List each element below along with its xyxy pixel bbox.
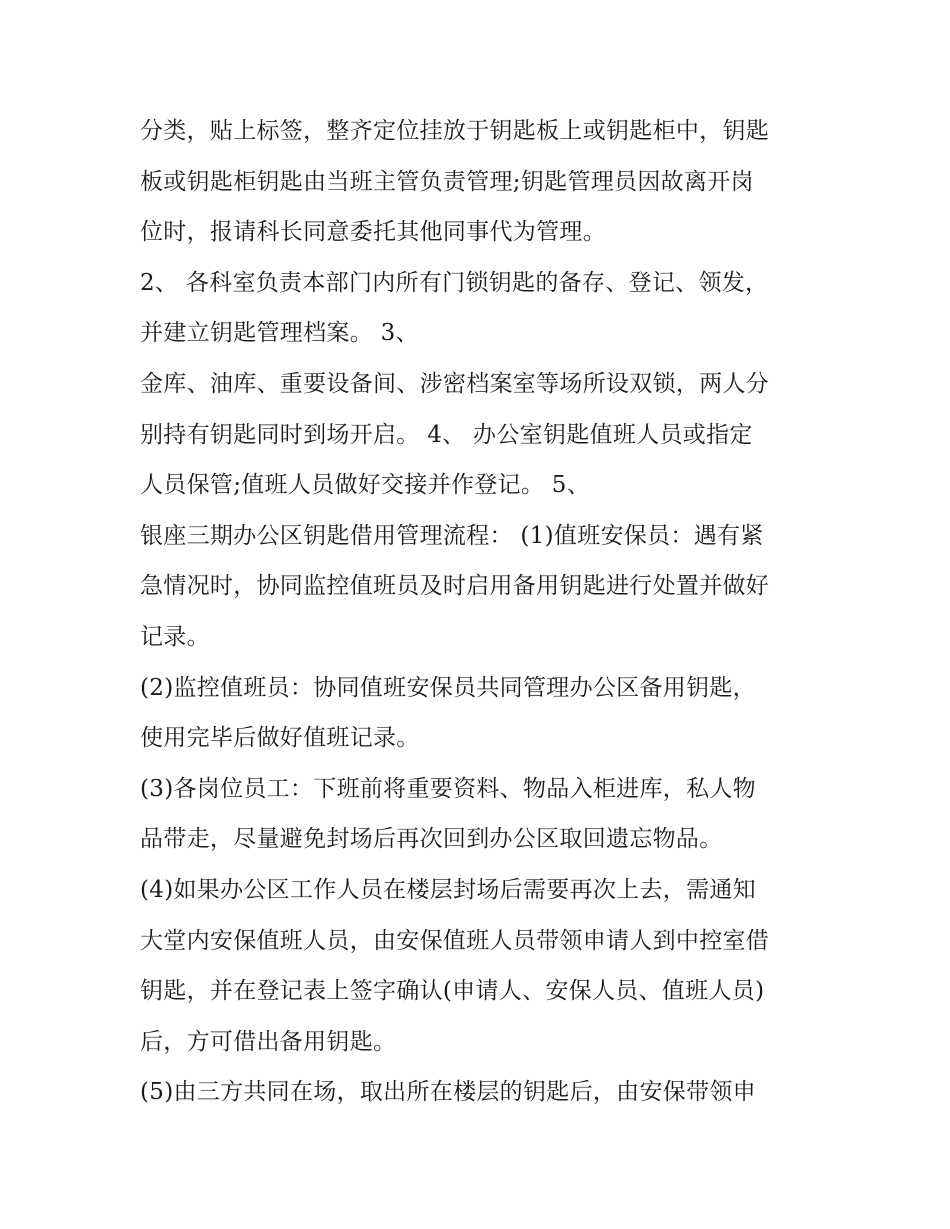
text-line: 人员保管;值班人员做好交接并作登记。 5、 <box>140 472 590 499</box>
text-line: (3)各岗位员工：下班前将重要资料、物品入柜进库，私人物 <box>140 775 756 802</box>
text-line: (4)如果办公区工作人员在楼层封场后需要再次上去，需通知 <box>140 876 756 903</box>
text-line: (2)监控值班员：协同值班安保员共同管理办公区备用钥匙， <box>140 674 756 701</box>
text-line: 后，方可借出备用钥匙。 <box>140 1028 397 1055</box>
text-line: 板或钥匙柜钥匙由当班主管负责管理;钥匙管理员因故离开岗 <box>140 168 754 195</box>
text-line: 品带走，尽量避免封场后再次回到办公区取回遗忘物品。 <box>140 826 723 853</box>
text-line: 金库、油库、重要设备间、涉密档案室等场所设双锁，两人分 <box>140 370 770 397</box>
text-line: 大堂内安保值班人员，由安保值班人员带领申请人到中控室借 <box>140 927 770 954</box>
document-body <box>140 106 830 1118</box>
text-line: 位时，报请科长同意委托其他同事代为管理。 <box>140 219 606 246</box>
text-line: 并建立钥匙管理档案。 3、 <box>140 320 419 347</box>
text-line: 记录。 <box>140 623 210 650</box>
text-line: 银座三期办公区钥匙借用管理流程： (1)值班安保员：遇有紧 <box>140 522 764 549</box>
text-line: 分类，贴上标签，整齐定位挂放于钥匙板上或钥匙柜中，钥匙 <box>140 118 770 144</box>
text-line: 别持有钥匙同时到场开启。 4、 办公室钥匙值班人员或指定 <box>140 421 753 448</box>
text-line: 钥匙，并在登记表上签字确认(申请人、安保人员、值班人员) <box>140 978 765 1005</box>
text-line: 2、 各科室负责本部门内所有门锁钥匙的备存、登记、领发， <box>140 269 769 296</box>
text-line: (5)由三方共同在场，取出所在楼层的钥匙后，由安保带领申 <box>140 1079 756 1106</box>
text-line: 使用完毕后做好值班记录。 <box>140 725 420 752</box>
text-line: 急情况时，协同监控值班员及时启用备用钥匙进行处置并做好 <box>140 573 770 600</box>
